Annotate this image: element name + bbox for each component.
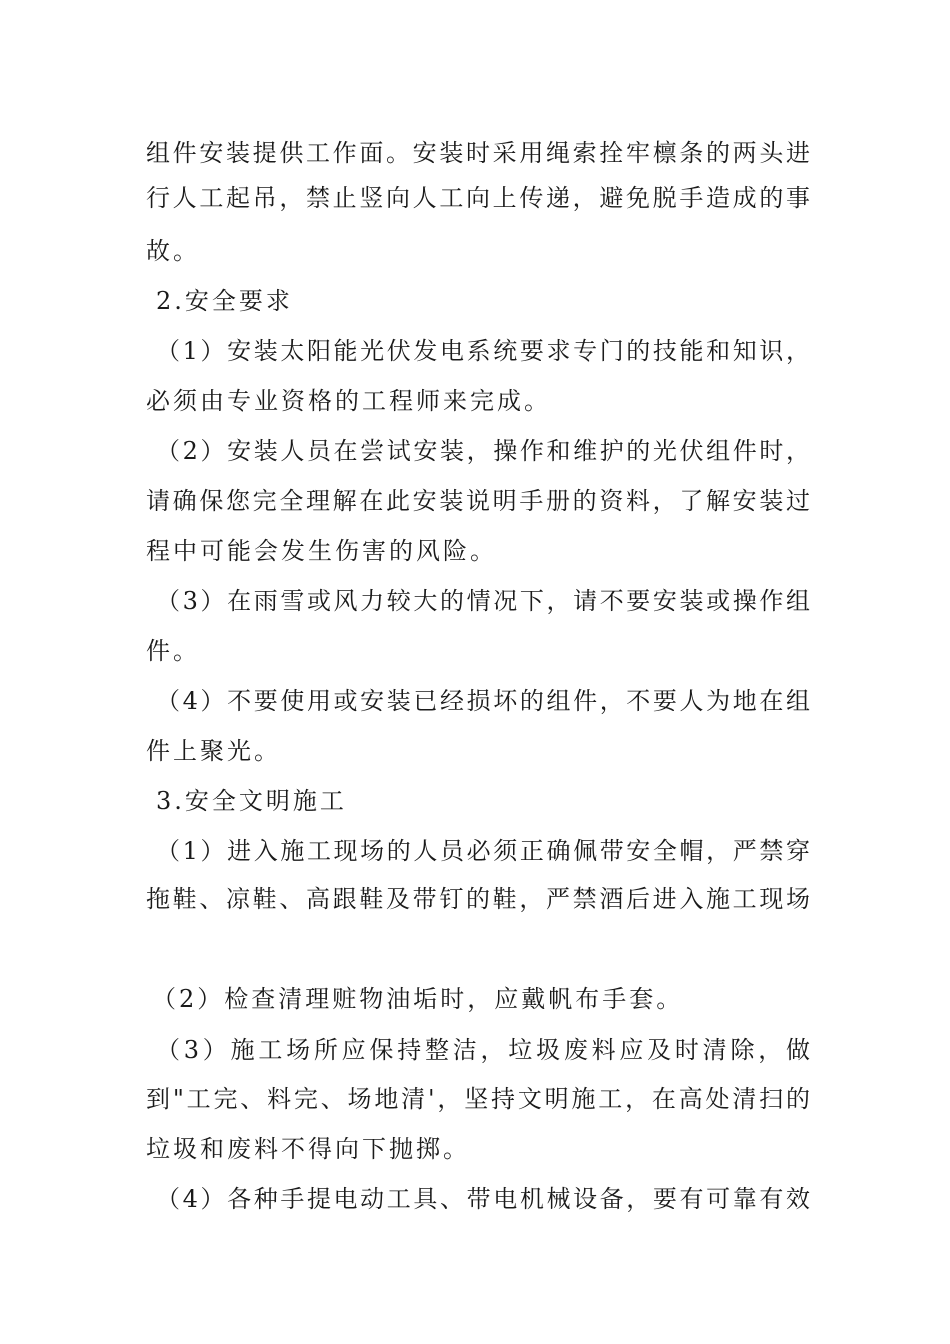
paragraph-line: 拖鞋、凉鞋、高跟鞋及带钉的鞋，严禁酒后进入施工现场 <box>146 885 810 913</box>
paragraph-line: 组件安装提供工作面。安装时采用绳索拴牢檩条的两头进 <box>146 139 810 167</box>
paragraph-line: （1）安装太阳能光伏发电系统要求专门的技能和知识， <box>156 337 810 365</box>
paragraph-line: （2）安装人员在尝试安装，操作和维护的光伏组件时， <box>156 437 810 465</box>
paragraph-line: 请确保您完全理解在此安装说明手册的资料，了解安装过 <box>146 487 810 515</box>
paragraph-line: 行人工起吊，禁止竖向人工向上传递，避免脱手造成的事 <box>146 184 810 212</box>
paragraph-line: 件。 <box>146 637 200 665</box>
paragraph-line: 到"工完、料完、场地清'，坚持文明施工，在高处清扫的 <box>146 1085 810 1113</box>
section-heading: 3.安全文明施工 <box>156 787 347 815</box>
paragraph-line: （3）施工场所应保持整洁，垃圾废料应及时清除，做 <box>156 1036 810 1064</box>
paragraph-line: 垃圾和废料不得向下抛掷。 <box>146 1135 470 1163</box>
paragraph-line: （4）不要使用或安装已经损坏的组件，不要人为地在组 <box>156 687 810 715</box>
paragraph-line: （3）在雨雪或风力较大的情况下，请不要安装或操作组 <box>156 587 810 615</box>
section-heading: 2.安全要求 <box>156 287 293 315</box>
paragraph-line: 程中可能会发生伤害的风险。 <box>146 537 497 565</box>
paragraph-line: （1）进入施工现场的人员必须正确佩带安全帽，严禁穿 <box>156 837 810 865</box>
paragraph-line: 件上聚光。 <box>146 737 281 765</box>
paragraph-line: （2）检查清理赃物油垢时，应戴帆布手套。 <box>152 985 684 1013</box>
paragraph-line: （4）各种手提电动工具、带电机械设备，要有可靠有效 <box>156 1185 810 1213</box>
paragraph-line: 故。 <box>146 237 200 265</box>
paragraph-line: 必须由专业资格的工程师来完成。 <box>146 387 551 415</box>
